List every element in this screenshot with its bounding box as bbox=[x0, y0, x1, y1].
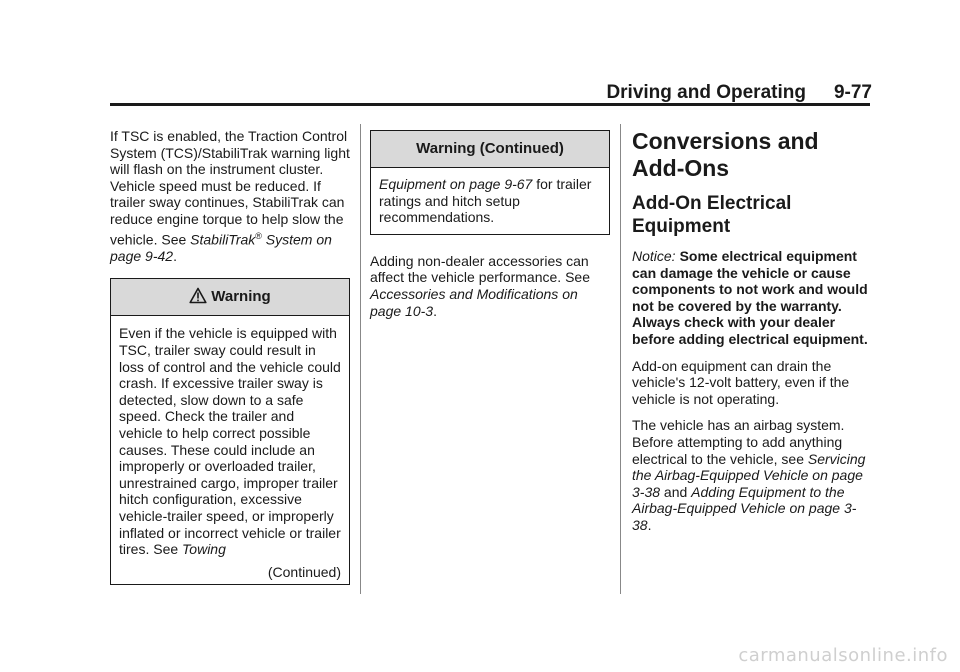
tsc-paragraph bbox=[110, 128, 350, 264]
stabilitrak-link[interactable]: StabiliTrak bbox=[190, 231, 256, 248]
header-rule bbox=[110, 103, 870, 106]
tsc-end: . bbox=[173, 247, 177, 264]
page-number: 9-77 bbox=[833, 82, 872, 103]
warning-continued-header: Warning (Continued) bbox=[371, 131, 609, 168]
warning-header bbox=[111, 279, 349, 316]
watermark: carmanualsonline.info bbox=[738, 645, 948, 666]
column-3 bbox=[632, 128, 872, 544]
accessories-paragraph bbox=[370, 253, 610, 319]
notice-label: Notice: bbox=[632, 248, 676, 264]
equipment-link[interactable]: Equipment on page 9-67 bbox=[379, 176, 533, 192]
notice-text: Some electrical equipment can damage the vehicle or cause components to not work and would not be covered by the warranty. Always check with your dealer before adding electrical equipment. bbox=[632, 248, 868, 347]
accessories-link[interactable]: Accessories and Modifications on page 10-3 bbox=[370, 285, 578, 319]
battery-paragraph: Add-on equipment can drain the vehicle's 12-volt battery, even if the vehicle is not operating. bbox=[632, 357, 850, 407]
page-header bbox=[606, 82, 872, 104]
warning-icon bbox=[189, 282, 207, 318]
airbag-text: The vehicle has an airbag system. Before attempting to add anything electrical to the vehicle, see bbox=[632, 417, 845, 467]
adding-equipment-link[interactable]: Adding Equipment to the Airbag-Equipped Vehicle on page 3-38 bbox=[632, 483, 857, 533]
registered-mark: ® bbox=[255, 230, 262, 241]
accessories-end: . bbox=[433, 302, 437, 319]
column-1 bbox=[110, 128, 350, 585]
section-title: Driving and Operating bbox=[606, 82, 806, 103]
warning-text: Even if the vehicle is equipped with TSC, trailer sway could result in loss of control and the vehicle could crash. If excessive trailer sway is detected, slow down to a safe speed. Check the trailer and vehicle to help correct possible causes. These could include an improperly or overloaded trailer, unrestrained cargo, improper trailer hitch configuration, excessive vehicle-trailer speed, or improperly inflated or incorrect vehicle or trailer tires. See bbox=[119, 325, 341, 558]
airbag-end: . bbox=[647, 516, 652, 533]
conversions-heading: Conversions and Add-Ons bbox=[632, 128, 819, 181]
column-divider-2 bbox=[620, 124, 621, 594]
column-divider-1 bbox=[360, 124, 361, 594]
warning-box bbox=[110, 278, 350, 585]
airbag-paragraph bbox=[632, 417, 872, 533]
column-2 bbox=[370, 128, 610, 329]
warning-continued-box bbox=[370, 130, 610, 235]
tsc-text: If TSC is enabled, the Traction Control System (TCS)/StabiliTrak warning light will flash on the instrument cluster. Vehicle speed must be reduced. If trailer sway continues, StabiliTrak can reduce engine torque to help slow the vehicle. See bbox=[110, 128, 350, 248]
warning-continued: (Continued) bbox=[267, 563, 341, 580]
airbag-and: and bbox=[660, 483, 692, 500]
add-on-electrical-heading: Add-On Electrical Equipment bbox=[632, 193, 792, 237]
accessories-text: Adding non-dealer accessories can affect the vehicle performance. See bbox=[370, 252, 590, 286]
stabilitrak-page-ref[interactable]: System on page 9-42 bbox=[110, 231, 332, 264]
warning-body bbox=[111, 316, 349, 563]
warning-continued-body bbox=[371, 168, 609, 234]
servicing-airbag-link[interactable]: Servicing the Airbag-Equipped Vehicle on page 3-38 bbox=[632, 450, 866, 500]
warning-title: Warning bbox=[211, 288, 271, 306]
warning-continued-text: for trailer ratings and hitch setup recommendations. bbox=[379, 176, 592, 226]
notice-paragraph bbox=[632, 248, 872, 348]
towing-link[interactable]: Towing bbox=[182, 541, 226, 558]
